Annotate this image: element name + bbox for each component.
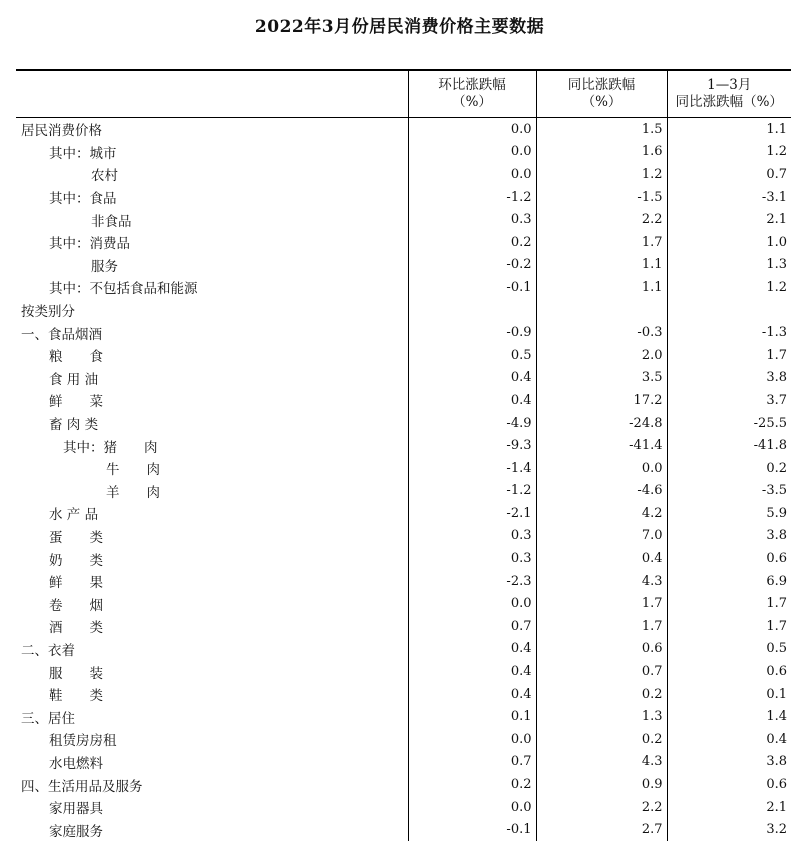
mom-cell: -2.1: [408, 502, 536, 525]
yoy-cell: 2.0: [536, 344, 667, 367]
mom-cell: -1.4: [408, 457, 536, 480]
ytd-cell: 1.2: [667, 276, 791, 299]
ytd-cell: 2.1: [667, 796, 791, 819]
ytd-cell: 6.9: [667, 570, 791, 593]
ytd-cell: 1.1: [667, 118, 791, 141]
mom-cell: 0.0: [408, 163, 536, 186]
header-yoy: [536, 70, 667, 118]
yoy-cell: 4.3: [536, 570, 667, 593]
row-label: 酒 类: [49, 620, 103, 637]
mom-cell: 0.3: [408, 525, 536, 548]
table-row: [16, 728, 791, 751]
mom-cell: 0.4: [408, 683, 536, 706]
row-label: 其中：城市: [49, 145, 117, 162]
row-label: 水电燃料: [49, 755, 103, 772]
yoy-cell: 4.2: [536, 502, 667, 525]
row-label: 鲜 菜: [49, 394, 103, 411]
yoy-cell: 0.4: [536, 547, 667, 570]
ytd-cell: 2.1: [667, 208, 791, 231]
mom-cell: 0.0: [408, 592, 536, 615]
row-label: 其中：猪 肉: [63, 439, 158, 456]
yoy-cell: -24.8: [536, 412, 667, 435]
yoy-cell: -4.6: [536, 480, 667, 503]
row-label: 牛 肉: [106, 462, 160, 479]
table-row: [16, 208, 791, 231]
mom-cell: -2.3: [408, 570, 536, 593]
table-row: [16, 502, 791, 525]
header-mom-line1: 环比涨跌幅: [438, 77, 506, 93]
header-ytd: [667, 70, 791, 118]
table-row: [16, 118, 791, 141]
ytd-cell: 0.6: [667, 773, 791, 796]
ytd-cell: 0.6: [667, 660, 791, 683]
header-yoy-line1: 同比涨跌幅: [567, 77, 636, 93]
ytd-cell: 3.8: [667, 525, 791, 548]
yoy-cell: 17.2: [536, 389, 667, 412]
header-blank-cell: [16, 70, 408, 118]
ytd-cell: -41.8: [667, 434, 791, 457]
table-row: [16, 231, 791, 254]
ytd-cell: 3.2: [667, 818, 791, 841]
row-label: 蛋 类: [49, 529, 103, 546]
mom-cell: 0.0: [408, 796, 536, 819]
row-label: 居民消费价格: [21, 123, 102, 140]
ytd-cell: 1.4: [667, 705, 791, 728]
yoy-cell: 7.0: [536, 525, 667, 548]
table-row: [16, 299, 791, 322]
yoy-cell: -41.4: [536, 434, 667, 457]
row-label: 服务: [91, 258, 118, 275]
yoy-cell: 1.1: [536, 254, 667, 277]
ytd-cell: 0.7: [667, 163, 791, 186]
row-label: 羊 肉: [106, 484, 160, 501]
yoy-cell: 1.5: [536, 118, 667, 141]
mom-cell: -0.1: [408, 818, 536, 841]
table-row: [16, 141, 791, 164]
table-row: [16, 457, 791, 480]
yoy-cell: 1.1: [536, 276, 667, 299]
page-title: 2022年3月份居民消费价格主要数据: [254, 17, 545, 37]
table-row: [16, 344, 791, 367]
header-ytd-line1: 1—3月: [707, 77, 752, 93]
yoy-cell: -0.3: [536, 321, 667, 344]
row-label: 卷 烟: [49, 597, 103, 614]
yoy-cell: 3.5: [536, 367, 667, 390]
table-row: [16, 321, 791, 344]
ytd-cell: 1.7: [667, 592, 791, 615]
table-row: [16, 615, 791, 638]
table-body: [16, 118, 791, 842]
table-row: [16, 547, 791, 570]
yoy-cell: 0.2: [536, 683, 667, 706]
yoy-cell: -1.5: [536, 186, 667, 209]
row-label: 畜 肉 类: [49, 417, 99, 434]
table-row: [16, 389, 791, 412]
table-row: [16, 276, 791, 299]
ytd-cell: 0.2: [667, 457, 791, 480]
row-label: 服 装: [49, 665, 103, 682]
mom-cell: 0.0: [408, 728, 536, 751]
table-row: [16, 705, 791, 728]
ytd-cell: 5.9: [667, 502, 791, 525]
ytd-cell: [667, 299, 791, 322]
ytd-cell: 0.4: [667, 728, 791, 751]
mom-cell: 0.7: [408, 751, 536, 774]
table-row: [16, 638, 791, 661]
yoy-cell: 0.9: [536, 773, 667, 796]
ytd-cell: 3.8: [667, 751, 791, 774]
ytd-cell: 3.7: [667, 389, 791, 412]
row-label: 一、食品烟酒: [21, 326, 102, 343]
mom-cell: -0.9: [408, 321, 536, 344]
header-row: [16, 70, 791, 118]
row-label: 鞋 类: [49, 688, 103, 705]
yoy-cell: 2.2: [536, 208, 667, 231]
ytd-cell: 3.8: [667, 367, 791, 390]
ytd-cell: 0.1: [667, 683, 791, 706]
row-label: 二、衣着: [21, 642, 75, 659]
row-label: 家庭服务: [49, 823, 103, 840]
table-row: [16, 773, 791, 796]
table-row: [16, 480, 791, 503]
row-label: 奶 类: [49, 552, 103, 569]
mom-cell: -1.2: [408, 480, 536, 503]
row-label: 其中：消费品: [49, 236, 130, 253]
mom-cell: 0.3: [408, 208, 536, 231]
row-label: 水 产 品: [49, 507, 99, 524]
table-row: [16, 525, 791, 548]
yoy-cell: 1.3: [536, 705, 667, 728]
row-label: 农村: [91, 168, 118, 185]
mom-cell: 0.4: [408, 660, 536, 683]
row-label: 鲜 果: [49, 575, 103, 592]
row-label: 其中：食品: [49, 191, 117, 208]
row-label: 非食品: [91, 213, 132, 230]
mom-cell: 0.4: [408, 638, 536, 661]
table-row: [16, 434, 791, 457]
yoy-cell: 1.7: [536, 231, 667, 254]
row-label: 其中：不包括食品和能源: [49, 281, 198, 298]
yoy-cell: 0.7: [536, 660, 667, 683]
table-row: [16, 751, 791, 774]
mom-cell: 0.4: [408, 389, 536, 412]
mom-cell: -1.2: [408, 186, 536, 209]
mom-cell: 0.0: [408, 141, 536, 164]
table-row: [16, 254, 791, 277]
table-row: [16, 818, 791, 841]
ytd-cell: 1.3: [667, 254, 791, 277]
yoy-cell: 0.6: [536, 638, 667, 661]
ytd-cell: 1.7: [667, 615, 791, 638]
row-label: 租赁房房租: [49, 733, 117, 750]
yoy-cell: 0.0: [536, 457, 667, 480]
header-yoy-line2: （%）: [581, 94, 622, 110]
yoy-cell: 1.6: [536, 141, 667, 164]
table-row: [16, 592, 791, 615]
yoy-cell: 2.2: [536, 796, 667, 819]
table-row: [16, 660, 791, 683]
header-ytd-line2: 同比涨跌幅（%）: [675, 94, 783, 110]
table-row: [16, 163, 791, 186]
table-row: [16, 570, 791, 593]
mom-cell: 0.1: [408, 705, 536, 728]
mom-cell: 0.5: [408, 344, 536, 367]
ytd-cell: 1.0: [667, 231, 791, 254]
ytd-cell: -1.3: [667, 321, 791, 344]
mom-cell: 0.7: [408, 615, 536, 638]
table-header: [16, 70, 791, 118]
ytd-cell: 0.6: [667, 547, 791, 570]
mom-cell: -0.1: [408, 276, 536, 299]
yoy-cell: 1.7: [536, 615, 667, 638]
row-label: 食 用 油: [49, 371, 99, 388]
ytd-cell: 0.5: [667, 638, 791, 661]
yoy-cell: 1.7: [536, 592, 667, 615]
ytd-cell: 1.2: [667, 141, 791, 164]
mom-cell: -4.9: [408, 412, 536, 435]
mom-cell: 0.2: [408, 773, 536, 796]
table-row: [16, 412, 791, 435]
table-row: [16, 186, 791, 209]
yoy-cell: 2.7: [536, 818, 667, 841]
table-row: [16, 796, 791, 819]
row-label: 粮 食: [49, 349, 103, 366]
table-row: [16, 683, 791, 706]
header-mom: [408, 70, 536, 118]
row-label: 按类别分: [21, 304, 75, 321]
yoy-cell: 4.3: [536, 751, 667, 774]
mom-cell: 0.4: [408, 367, 536, 390]
mom-cell: 0.0: [408, 118, 536, 141]
ytd-cell: -25.5: [667, 412, 791, 435]
row-label: 家用器具: [49, 801, 103, 818]
mom-cell: -0.2: [408, 254, 536, 277]
yoy-cell: [536, 299, 667, 322]
header-mom-line2: （%）: [452, 94, 492, 110]
ytd-cell: -3.1: [667, 186, 791, 209]
mom-cell: [408, 299, 536, 322]
table-row: [16, 367, 791, 390]
mom-cell: -9.3: [408, 434, 536, 457]
ytd-cell: 1.7: [667, 344, 791, 367]
cpi-data-table: [16, 69, 791, 841]
row-label: 四、生活用品及服务: [21, 778, 143, 795]
yoy-cell: 0.2: [536, 728, 667, 751]
ytd-cell: -3.5: [667, 480, 791, 503]
yoy-cell: 1.2: [536, 163, 667, 186]
mom-cell: 0.3: [408, 547, 536, 570]
mom-cell: 0.2: [408, 231, 536, 254]
row-label: 三、居住: [21, 710, 75, 727]
